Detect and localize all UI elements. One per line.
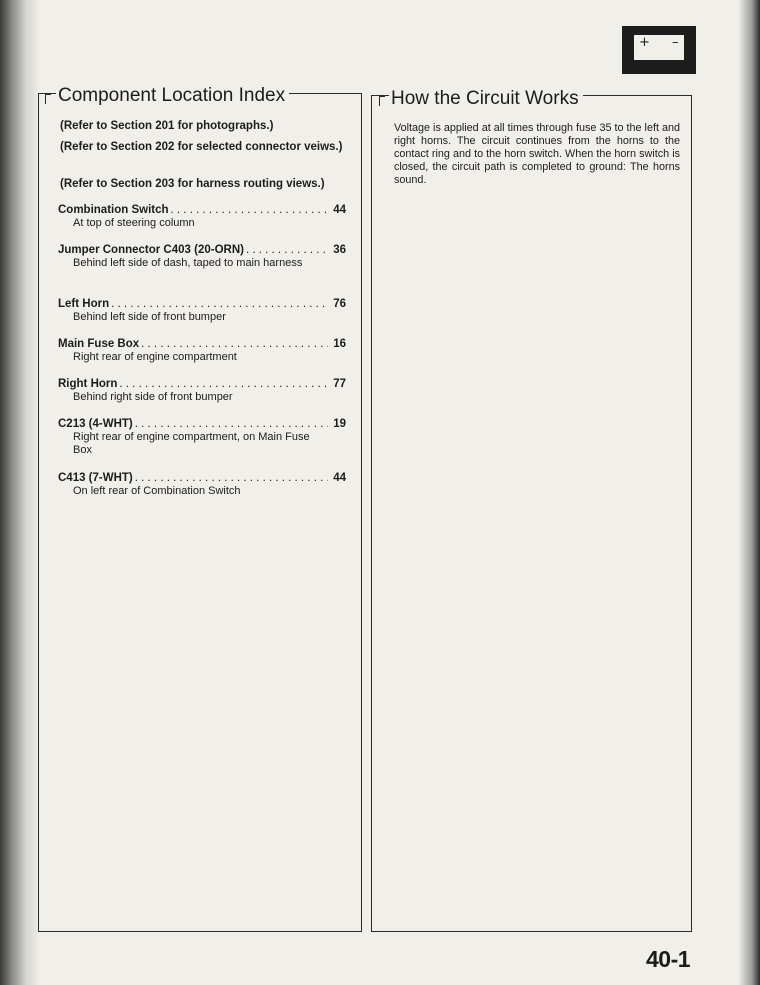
minus-sign: – [672,35,679,50]
entry-description: On left rear of Combination Switch [73,485,241,497]
component-location-title: Component Location Index [56,85,289,107]
entry-name: Combination Switch [58,204,169,216]
entry-name: Left Horn [58,298,110,310]
note-harness-routing: (Refer to Section 203 for harness routing views.) [60,178,325,190]
entry-name: C213 (4-WHT) [58,418,133,430]
entry-name: Jumper Connector C403 (20-ORN) [58,244,244,256]
plus-sign: + [639,35,650,50]
entry-description: Behind left side of front bumper [73,311,226,323]
entry-description: Behind right side of front bumper [73,391,233,403]
circuit-works-box [371,95,692,932]
page-binding-shadow [0,0,40,985]
entry-page: 36 [333,244,346,256]
entry-description: At top of steering column [73,217,195,229]
entry-page: 76 [333,298,346,310]
entry-page: 19 [333,418,346,430]
entry-page: 77 [333,378,346,390]
entry-description: Right rear of engine compartment [73,351,237,363]
page-number: 40-1 [646,946,691,972]
entry-name: C413 (7-WHT) [58,472,133,484]
left-title-tick [45,94,46,104]
list-item [58,243,346,270]
right-title-tick-h [379,96,385,97]
list-item [58,471,346,498]
battery-body [634,35,684,60]
circuit-works-title: How the Circuit Works [389,88,583,110]
note-connector-views: (Refer to Section 202 for selected connector veiws.) [60,141,343,153]
list-item [58,377,346,404]
entry-page: 44 [333,204,346,216]
list-item [58,337,346,364]
entry-description: Behind left side of dash, taped to main harness [73,257,303,269]
entry-page: 16 [333,338,346,350]
battery-icon [622,26,696,74]
entry-name: Main Fuse Box [58,338,140,350]
list-item [58,203,346,230]
list-item [58,417,346,457]
circuit-description: Voltage is applied at all times through fuse 35 to the left and right horns. The circuit continues from the horns to the contact ring and to the horn switch. When the horn switch is closed, the circuit path is completed to ground: The horns sound. [394,122,680,186]
entry-name: Right Horn [58,378,118,390]
right-title-tick [379,96,380,106]
page-edge-shadow [738,0,760,985]
note-photographs: (Refer to Section 201 for photographs.) [60,120,274,132]
entry-description: Right rear of engine compartment, on Main Fuse Box [73,431,310,456]
entry-page: 44 [333,472,346,484]
left-title-tick-h [45,94,51,95]
list-item [58,297,346,324]
